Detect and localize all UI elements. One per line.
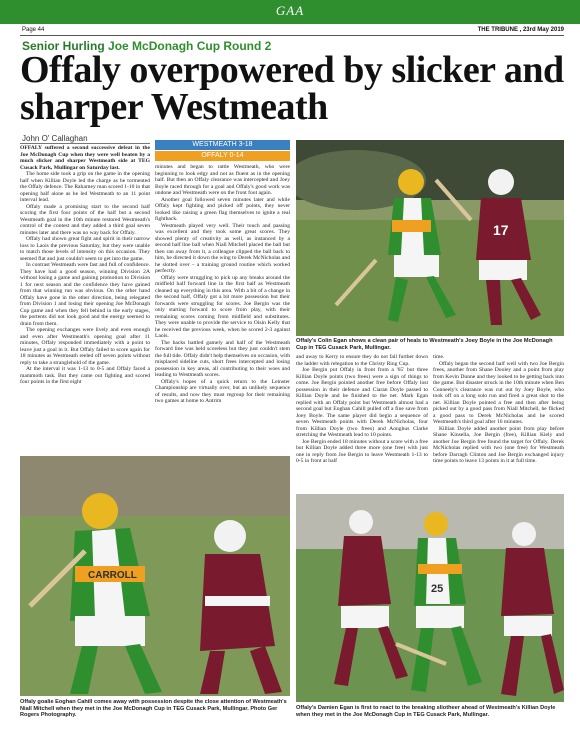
article-paragraph: The opening exchanges were lively and even enough and even after Westmeath's opening goal after 11 minutes, Offaly responded immediately with a point to leave just a goal in it. But Offaly failed to score again for 18 minutes as Westmeath reeled off seven points without reply to take a stranglehold of the game. [20,327,150,366]
headline: Offaly overpowered by slicker and sharper Westmeath [20,49,564,128]
article-paragraph: Joe Bergin ended 18 minutes without a score with a free but Killian Doyle added three more (one free) with just one in reply from Joe Bergin to leave Westmeath 1-13 to 0-5 in front at half [296,438,428,464]
photo-bottom-right [296,494,564,702]
shirt-sponsor: CARROLL [88,570,137,581]
page-number: Page 44 [22,27,45,33]
shirt-number: 25 [431,583,444,595]
article-paragraph: At the interval it was 1-13 to 0-5 and Offaly faced a mammoth task. But they came out fighting and scored four points in the first eight [20,366,150,385]
article-column-2 [155,164,290,453]
article-lead: OFFALY suffered a second successive defeat in the Joe McDonagh Cup when they were well beaten by a much slicker and sharper Westmeath side at TEG Cusack Park, Mullingar on Saturday last. [20,145,150,171]
article-paragraph: Offaly's hopes of a quick return to the Leinster Championship are virtually over, but an unlikely sequence of results, and now they must regroup for their remaining two games at home to Antrim [155,378,290,404]
caption-top-right: Offaly's Colin Egan shows a clean pair of heals to Westmeath's Joey Boyle in the Joe McDonagh Cup in TEG Cusack Park, Mullingar. [296,338,553,351]
article-paragraph: Offaly were struggling to pick up any breaks around the midfield half forward line in the first half as Westmeath cleaned up everything in this area. With a bit of a change in the second half, Offaly got a bit more possession but their forwards were struggling for scores. Joe Bergin was the only starting forward to score from play, with their remaining scores coming from midfield and substitutes. They were unable to provide the service to Oisin Kelly that he received the previous week, when he scored 2-3 against Laois. [155,274,290,339]
section-label: GAA [275,3,305,18]
article-column-1 [20,145,150,453]
score-offaly: OFFALY 0-14 [155,151,290,161]
article-paragraph: time. [433,354,445,360]
article-paragraph: Westmeath played very well. Their touch and passing was excellent and they took some great scores. They showed plenty of creativity as well, as instanced by a second half line ball when Niall Mitchell placed the ball but then ran away from it, a colleague clipped the ball back to him, he directed it down the wing to Derek McNicholas and he slotted over – a training ground routine which worked perfectly. [155,222,290,274]
article-paragraph: The home side took a grip on the game in the opening half when Killian Doyle led the charge as he tormented the Offaly defence. The Raharney man scored 1-10 in that opening half alone as he led Westmeath to an 11 point interval lead. [20,171,150,203]
photo-bottom-left [20,456,290,696]
photo-top-right [296,140,564,336]
article-paragraph: Joe Bergin put Offaly in front from a '65' but three Killian Doyle points (two frees) were a sign of things to come. Joe Bergin pointed another free before Offaly lost possession in their defence and Ciaran Doyle passed to Killian Doyle and he finished to the net. Mark Egan replied with an Offaly point but Westmeath almost had a second goal but Eoghan Cahill pulled off a fine save from Joey Boyle. The same player did begin a sequence of seven Westmeath points with Derek McNicholas, four from Killian Doyle (two frees) and Aonghus Clarke stretching the Westmeath lead to 10 points. [296,367,428,438]
article-paragraph: Killian Doyle added another point from play before Shane Kinsella, Joe Bergin (free), Killian Kiely and another Joe Bergin free found the target for Offaly. Derek McNicholas replied with two (one free) for Westmeath before Darragh Clinton and Joe Bergin exchanged injury time points to leave 13 points in it at full time. [433,425,564,464]
byline-rule [20,143,150,144]
caption-bottom-left: Offaly goalie Eoghan Cahill comes away with possession despite the close attention of Westmeath's Niall Mitchell when they met in the Joe McDonagh Cup in TEG Cusack Park, Mullingar. Photo Ger Rogers Photography. [20,699,287,719]
caption-bottom-right: Offaly's Damien Egan is first to react to the breaking sliotheer ahead of Westmeath's Killian Doyle when they met in the Joe McDonagh Cup in TEG Cusack Park, Mullingar. [296,705,556,718]
article-paragraph: Another goal followed seven minutes later and while Offaly kept fighting and picked off points, they never looked like raising a green flag themselves to ignite a real fightback. [155,196,290,222]
article-paragraph: The backs battled gamely and half of the Westmeath forward line was held scoreless but they just couldn't stem the full tide. Offaly didn't help themselves on occasion, with misplaced sideline cuts, short frees intercepted and losing possession in key areas, all contributing to their woes and leading to Westmeath scores. [155,339,290,378]
score-westmeath: WESTMEATH 3-18 [155,140,290,150]
article-paragraph: Offaly made a promising start to the second half scoring the first four points of the half but a second Westmeath goal in the 10th minute restored Westmeath's control of the contest and they added a third goal seven minutes later and there was no way back for Offaly. [20,203,150,236]
byline: John O' Callaghan [22,134,88,143]
header-rule [20,35,564,36]
article-paragraph: and away to Kerry to ensure they do not fall further down the ladder with relegation to the Christy Ring Cup. [296,354,428,367]
article-paragraph: minutes and began to rattle Westmeath, who were beginning to look edgy and not as fluent as in the opening half. But then an Offaly clearance was intercepted and Joey Boyle raced through for a goal and Offaly's good work was undone and Westmeath were on the front foot again. [155,164,290,196]
score-box [155,140,290,161]
photo-bottom-left-image [20,456,290,696]
article-paragraph: Offaly began the second half well with two Joe Bergin frees, another from Shane Dooley and a point from play from Kevin Dunne and they looked to be getting back into the game. But disaster struck in the 10th minute when Ben Conneely's clearance was cut out by Joey Boyle, who took off on a long solo run and fired a great shot to the net. Killian Doyle pointed a free and then after being picked out by a good pass from Niall Mitchell, he flicked a good pass to Derek McNicholas and he scored Westmeath's third goal after 16 minutes. [433,360,564,425]
kicker-competition: Joe McDonagh Cup Round 2 [108,39,272,53]
article-paragraph: Offaly had shown great fight and spirit in their narrow loss to Laois the previous Saturday, but they were unable to match those levels of intensity on this occasion. They seemed flat and just couldn't seem to get into the game. [20,236,150,262]
masthead-date: THE TRIBUNE , 23rd May 2019 [477,27,564,33]
article-paragraph: In contrast Westmeath were fast and full of confidence. They have had a good season, winning Division 2A without losing a game and gaining promotion to Division 1 for next season and the confidence they have gained from that winning run was obvious. On the other hand Offaly have gone in the other direction, being relegated from Division 1 and losing their opening Joe McDonagh Cup game and when they fell behind in the early stages, the portents did not look good and the energy seemed to drain from them. [20,262,150,327]
article-column-3 [296,354,428,490]
photo-bottom-right-image [296,494,564,702]
article-column-4 [433,354,564,490]
shirt-number: 17 [493,222,509,238]
photo-top-right-image [296,140,564,336]
kicker-sport: Senior Hurling [22,39,105,53]
